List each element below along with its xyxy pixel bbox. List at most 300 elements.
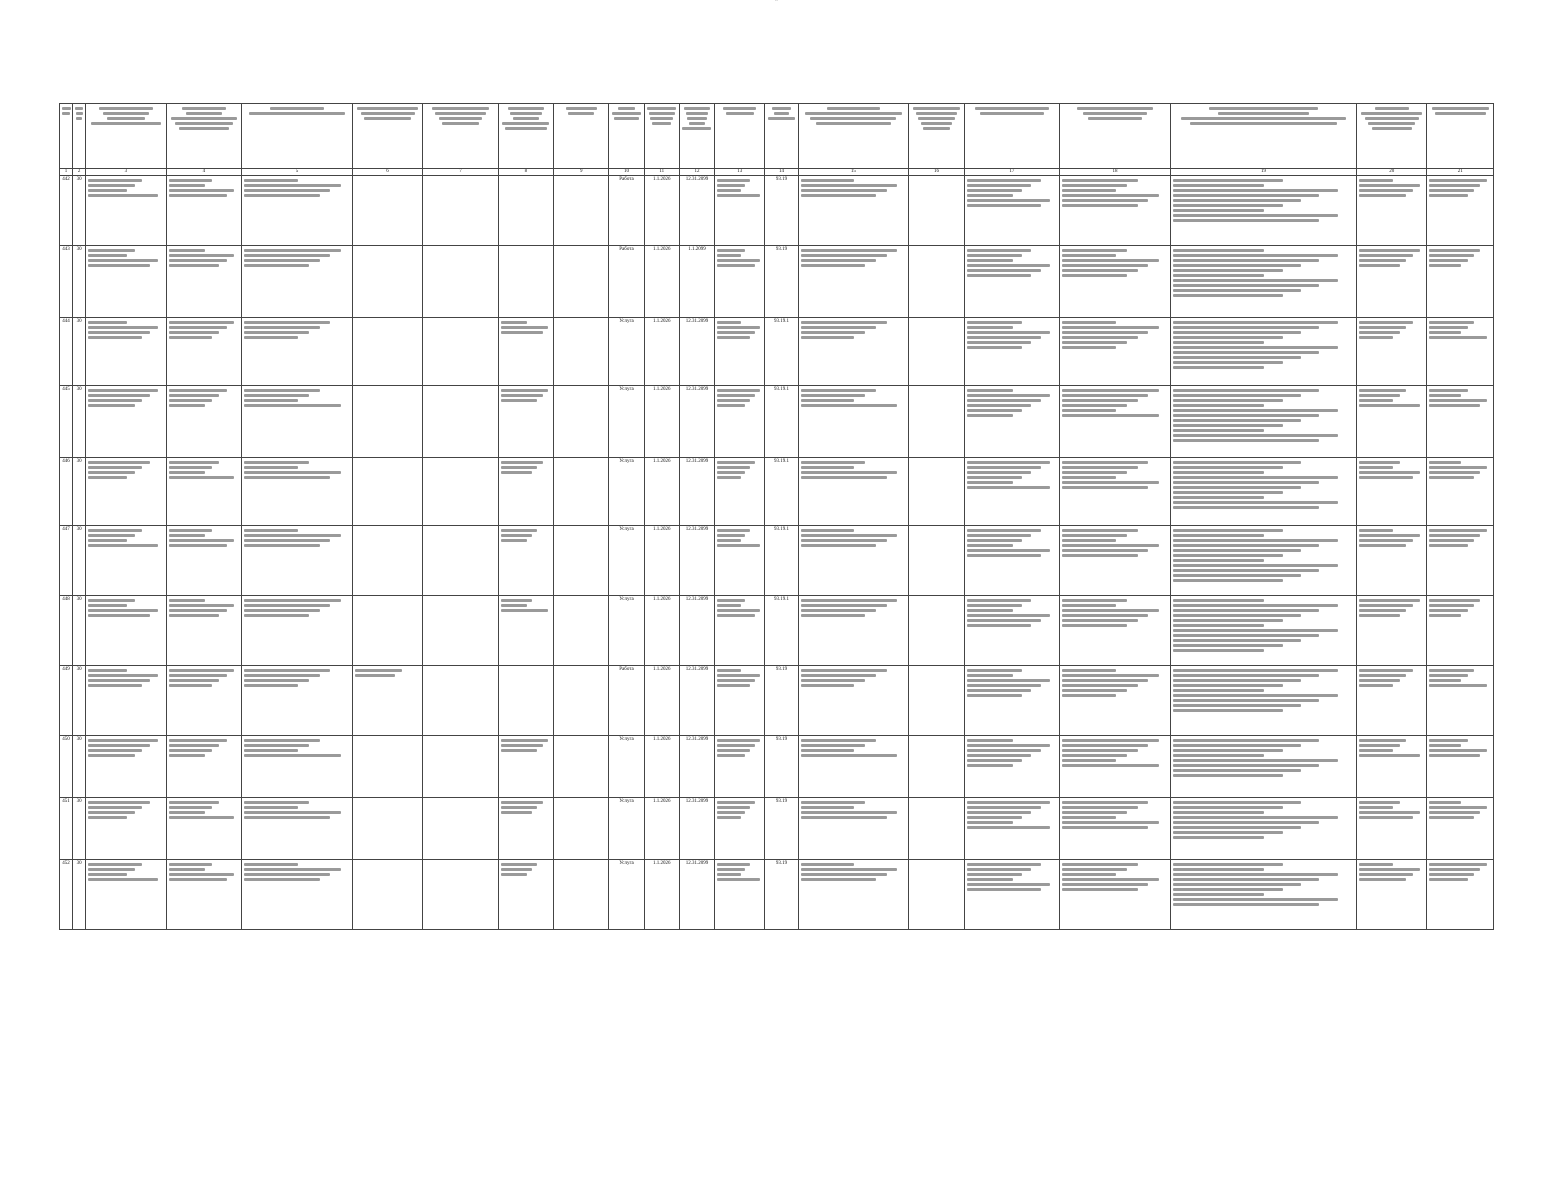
illegible-text-placeholder [1173, 801, 1301, 804]
header-cell [554, 104, 609, 169]
illegible-text-placeholder [1359, 806, 1393, 809]
illegible-text-placeholder [1173, 321, 1338, 324]
illegible-text-placeholder [244, 801, 309, 804]
illegible-text-placeholder [967, 614, 1050, 617]
illegible-text-placeholder [1062, 529, 1137, 532]
illegible-cell [1170, 526, 1356, 596]
illegible-text-placeholder [182, 107, 225, 110]
illegible-text-placeholder [1359, 868, 1420, 871]
illegible-text-placeholder [1429, 331, 1461, 334]
illegible-text-placeholder [1173, 501, 1338, 504]
illegible-text-placeholder [1173, 774, 1283, 777]
cell-kind: Услуга [609, 458, 644, 526]
illegible-text-placeholder [244, 811, 341, 814]
illegible-text-placeholder [244, 471, 341, 474]
illegible-text-placeholder [967, 204, 1041, 207]
illegible-text-placeholder [967, 274, 1032, 277]
illegible-text-placeholder [717, 744, 755, 747]
illegible-text-placeholder [1173, 434, 1338, 437]
illegible-cell [498, 318, 553, 386]
illegible-text-placeholder [169, 873, 234, 876]
illegible-cell [86, 458, 167, 526]
illegible-text-placeholder [244, 331, 309, 334]
illegible-text-placeholder [1062, 684, 1137, 687]
cell-date1: 1.1.2026 [644, 860, 679, 930]
illegible-text-placeholder [1173, 274, 1265, 277]
illegible-text-placeholder [967, 336, 1041, 339]
cell-kind: Работа [609, 176, 644, 246]
illegible-text-placeholder [244, 534, 341, 537]
illegible-cell [242, 246, 353, 318]
illegible-text-placeholder [1173, 903, 1320, 906]
cell-col2: 30 [73, 860, 86, 930]
illegible-text-placeholder [967, 604, 1023, 607]
illegible-text-placeholder [975, 107, 1049, 110]
illegible-cell [166, 246, 241, 318]
illegible-text-placeholder [1359, 389, 1406, 392]
illegible-text-placeholder [967, 534, 1032, 537]
illegible-text-placeholder [717, 529, 750, 532]
illegible-text-placeholder [1062, 599, 1127, 602]
illegible-text-placeholder [1359, 739, 1406, 742]
illegible-text-placeholder [1062, 669, 1116, 672]
illegible-cell [798, 666, 909, 736]
illegible-text-placeholder [62, 112, 70, 115]
illegible-text-placeholder [1173, 811, 1265, 814]
illegible-text-placeholder [171, 117, 236, 120]
illegible-text-placeholder [1429, 811, 1480, 814]
illegible-text-placeholder [1173, 179, 1283, 182]
illegible-text-placeholder [510, 112, 541, 115]
illegible-cell [166, 736, 241, 798]
illegible-text-placeholder [1429, 669, 1473, 672]
illegible-cell [798, 798, 909, 860]
cell-kind: Работа [609, 246, 644, 318]
illegible-text-placeholder [1173, 284, 1320, 287]
header-cell [242, 104, 353, 169]
illegible-text-placeholder [88, 539, 127, 542]
illegible-text-placeholder [967, 414, 1013, 417]
illegible-text-placeholder [1429, 471, 1480, 474]
illegible-cell [1427, 526, 1494, 596]
illegible-text-placeholder [88, 801, 150, 804]
illegible-text-placeholder [1062, 749, 1137, 752]
illegible-text-placeholder [88, 389, 158, 392]
illegible-cell [715, 176, 765, 246]
registry-table [59, 103, 1494, 930]
illegible-text-placeholder [244, 539, 330, 542]
illegible-text-placeholder [244, 466, 298, 469]
illegible-text-placeholder [1173, 471, 1265, 474]
illegible-cell [166, 386, 241, 458]
illegible-cell [554, 386, 609, 458]
cell-col2: 30 [73, 526, 86, 596]
cell-date2: 12.31.2099 [679, 860, 714, 930]
illegible-text-placeholder [244, 336, 298, 339]
illegible-text-placeholder [618, 107, 634, 110]
illegible-text-placeholder [801, 534, 898, 537]
illegible-text-placeholder [244, 399, 298, 402]
illegible-cell [352, 526, 422, 596]
illegible-text-placeholder [1062, 689, 1127, 692]
illegible-text-placeholder [1062, 326, 1159, 329]
illegible-text-placeholder [967, 346, 1023, 349]
illegible-text-placeholder [1429, 679, 1461, 682]
illegible-text-placeholder [88, 471, 135, 474]
illegible-cell [352, 596, 422, 666]
illegible-text-placeholder [1062, 414, 1159, 417]
illegible-text-placeholder [1429, 321, 1473, 324]
illegible-text-placeholder [1173, 599, 1265, 602]
illegible-text-placeholder [967, 749, 1041, 752]
illegible-cell [964, 798, 1060, 860]
illegible-cell [423, 176, 498, 246]
illegible-cell [964, 458, 1060, 526]
illegible-text-placeholder [1429, 389, 1467, 392]
illegible-cell [964, 526, 1060, 596]
illegible-text-placeholder [801, 604, 887, 607]
illegible-cell [909, 666, 964, 736]
illegible-text-placeholder [967, 466, 1041, 469]
illegible-text-placeholder [1062, 274, 1127, 277]
illegible-text-placeholder [967, 461, 1050, 464]
illegible-text-placeholder [717, 461, 755, 464]
illegible-text-placeholder [88, 679, 150, 682]
illegible-text-placeholder [1429, 744, 1461, 747]
illegible-text-placeholder [717, 806, 750, 809]
illegible-text-placeholder [1173, 194, 1320, 197]
illegible-text-placeholder [717, 471, 745, 474]
illegible-text-placeholder [1429, 684, 1486, 687]
illegible-text-placeholder [717, 399, 750, 402]
illegible-text-placeholder [1173, 496, 1265, 499]
illegible-cell [909, 318, 964, 386]
illegible-cell [554, 666, 609, 736]
illegible-text-placeholder [501, 739, 548, 742]
illegible-text-placeholder [967, 679, 1050, 682]
illegible-text-placeholder [1173, 264, 1301, 267]
illegible-text-placeholder [169, 389, 227, 392]
illegible-text-placeholder [967, 471, 1032, 474]
illegible-text-placeholder [1359, 476, 1413, 479]
illegible-cell [1357, 176, 1427, 246]
illegible-text-placeholder [1173, 259, 1320, 262]
cell-date2: 12.31.2099 [679, 736, 714, 798]
illegible-cell [423, 318, 498, 386]
illegible-text-placeholder [169, 259, 227, 262]
table-row [60, 798, 1494, 860]
illegible-text-placeholder [88, 476, 127, 479]
illegible-text-placeholder [717, 801, 755, 804]
illegible-text-placeholder [1173, 873, 1338, 876]
illegible-text-placeholder [1173, 366, 1265, 369]
header-cell [498, 104, 553, 169]
illegible-text-placeholder [774, 112, 789, 115]
illegible-text-placeholder [169, 331, 220, 334]
illegible-text-placeholder [1173, 609, 1320, 612]
illegible-text-placeholder [169, 669, 234, 672]
illegible-text-placeholder [244, 806, 298, 809]
illegible-text-placeholder [967, 689, 1032, 692]
illegible-text-placeholder [1429, 674, 1467, 677]
illegible-text-placeholder [1429, 539, 1473, 542]
illegible-cell [1170, 246, 1356, 318]
column-number: 13 [715, 169, 765, 176]
illegible-text-placeholder [1173, 466, 1283, 469]
illegible-text-placeholder [1062, 759, 1116, 762]
illegible-text-placeholder [244, 326, 319, 329]
illegible-text-placeholder [1359, 863, 1393, 866]
illegible-text-placeholder [1173, 689, 1265, 692]
illegible-text-placeholder [1173, 491, 1283, 494]
illegible-text-placeholder [1359, 754, 1420, 757]
illegible-text-placeholder [88, 873, 127, 876]
illegible-text-placeholder [1375, 107, 1409, 110]
illegible-text-placeholder [717, 254, 741, 257]
illegible-text-placeholder [612, 112, 641, 115]
illegible-text-placeholder [717, 679, 755, 682]
illegible-text-placeholder [186, 112, 222, 115]
illegible-text-placeholder [1062, 399, 1137, 402]
illegible-text-placeholder [684, 107, 710, 110]
illegible-text-placeholder [169, 811, 205, 814]
cell-no: 450 [60, 736, 73, 798]
illegible-cell [964, 666, 1060, 736]
illegible-text-placeholder [1062, 179, 1137, 182]
illegible-text-placeholder [717, 669, 741, 672]
illegible-text-placeholder [923, 127, 949, 130]
cell-no: 446 [60, 458, 73, 526]
illegible-text-placeholder [501, 389, 548, 392]
illegible-text-placeholder [1173, 704, 1301, 707]
illegible-text-placeholder [1359, 326, 1406, 329]
illegible-cell [909, 176, 964, 246]
illegible-cell [1060, 798, 1171, 860]
illegible-text-placeholder [501, 873, 527, 876]
illegible-text-placeholder [967, 873, 1023, 876]
illegible-cell [1357, 860, 1427, 930]
illegible-cell [498, 798, 553, 860]
illegible-text-placeholder [501, 863, 538, 866]
illegible-text-placeholder [1359, 811, 1420, 814]
illegible-cell [909, 386, 964, 458]
illegible-cell [909, 596, 964, 666]
illegible-text-placeholder [1062, 259, 1159, 262]
illegible-text-placeholder [1062, 604, 1116, 607]
illegible-cell [798, 318, 909, 386]
illegible-text-placeholder [169, 476, 234, 479]
illegible-text-placeholder [801, 863, 855, 866]
illegible-text-placeholder [1173, 419, 1301, 422]
illegible-text-placeholder [501, 749, 538, 752]
illegible-text-placeholder [1062, 346, 1116, 349]
cell-code: 93.19 [765, 176, 798, 246]
cell-col2: 30 [73, 736, 86, 798]
illegible-text-placeholder [1173, 429, 1265, 432]
illegible-text-placeholder [501, 534, 532, 537]
illegible-text-placeholder [88, 811, 135, 814]
illegible-text-placeholder [967, 179, 1041, 182]
illegible-text-placeholder [1432, 107, 1489, 110]
illegible-text-placeholder [967, 674, 1013, 677]
illegible-text-placeholder [432, 107, 490, 110]
illegible-text-placeholder [1062, 826, 1148, 829]
illegible-text-placeholder [1062, 199, 1148, 202]
illegible-text-placeholder [103, 112, 150, 115]
illegible-text-placeholder [1173, 294, 1283, 297]
illegible-text-placeholder [1173, 336, 1283, 339]
illegible-cell [1170, 458, 1356, 526]
illegible-text-placeholder [801, 331, 866, 334]
illegible-text-placeholder [244, 321, 330, 324]
illegible-cell [1170, 736, 1356, 798]
illegible-text-placeholder [88, 194, 158, 197]
illegible-cell [1357, 798, 1427, 860]
illegible-text-placeholder [980, 112, 1045, 115]
illegible-text-placeholder [501, 326, 548, 329]
illegible-text-placeholder [244, 749, 298, 752]
illegible-text-placeholder [1359, 259, 1406, 262]
illegible-text-placeholder [169, 254, 234, 257]
illegible-cell [1170, 860, 1356, 930]
illegible-cell [715, 458, 765, 526]
cell-kind: Услуга [609, 860, 644, 930]
illegible-text-placeholder [717, 684, 750, 687]
illegible-text-placeholder [62, 107, 71, 110]
illegible-text-placeholder [1088, 117, 1142, 120]
illegible-cell [1170, 666, 1356, 736]
illegible-text-placeholder [169, 184, 205, 187]
illegible-text-placeholder [244, 394, 309, 397]
illegible-text-placeholder [88, 394, 150, 397]
illegible-cell [166, 526, 241, 596]
illegible-text-placeholder [88, 599, 135, 602]
illegible-cell [798, 596, 909, 666]
illegible-text-placeholder [717, 466, 750, 469]
illegible-text-placeholder [1429, 249, 1480, 252]
illegible-text-placeholder [1359, 534, 1420, 537]
illegible-text-placeholder [501, 811, 532, 814]
illegible-cell [554, 318, 609, 386]
illegible-text-placeholder [88, 609, 158, 612]
illegible-text-placeholder [1173, 404, 1265, 407]
illegible-text-placeholder [1062, 863, 1137, 866]
illegible-text-placeholder [1359, 684, 1393, 687]
illegible-text-placeholder [88, 806, 142, 809]
illegible-cell [798, 246, 909, 318]
illegible-text-placeholder [801, 539, 887, 542]
illegible-cell [554, 596, 609, 666]
illegible-text-placeholder [1173, 883, 1301, 886]
illegible-text-placeholder [1359, 471, 1420, 474]
illegible-cell [352, 860, 422, 930]
illegible-cell [166, 318, 241, 386]
illegible-text-placeholder [1173, 764, 1320, 767]
illegible-cell [86, 798, 167, 860]
illegible-text-placeholder [439, 117, 482, 120]
illegible-cell [1357, 318, 1427, 386]
illegible-text-placeholder [88, 749, 142, 752]
illegible-text-placeholder [801, 544, 876, 547]
illegible-text-placeholder [244, 754, 341, 757]
illegible-text-placeholder [967, 764, 1013, 767]
illegible-text-placeholder [717, 544, 760, 547]
illegible-text-placeholder [967, 189, 1023, 192]
illegible-cell [909, 860, 964, 930]
illegible-cell [352, 458, 422, 526]
illegible-text-placeholder [801, 744, 866, 747]
illegible-cell [1357, 246, 1427, 318]
illegible-cell [1427, 318, 1494, 386]
illegible-text-placeholder [967, 806, 1041, 809]
illegible-text-placeholder [88, 534, 135, 537]
illegible-text-placeholder [918, 117, 955, 120]
header-cell [715, 104, 765, 169]
illegible-text-placeholder [1359, 399, 1393, 402]
illegible-text-placeholder [1429, 476, 1473, 479]
illegible-text-placeholder [1062, 534, 1127, 537]
illegible-cell [1427, 458, 1494, 526]
cell-date2: 12.31.2099 [679, 596, 714, 666]
illegible-text-placeholder [726, 112, 754, 115]
illegible-text-placeholder [1359, 669, 1413, 672]
illegible-cell [166, 860, 241, 930]
illegible-text-placeholder [1173, 214, 1338, 217]
illegible-text-placeholder [801, 476, 887, 479]
illegible-text-placeholder [717, 259, 760, 262]
illegible-text-placeholder [1062, 619, 1137, 622]
illegible-cell [1060, 860, 1171, 930]
illegible-text-placeholder [1173, 888, 1283, 891]
illegible-text-placeholder [1173, 634, 1320, 637]
illegible-cell [798, 176, 909, 246]
illegible-text-placeholder [1173, 759, 1338, 762]
illegible-text-placeholder [169, 466, 212, 469]
illegible-cell [554, 246, 609, 318]
illegible-text-placeholder [801, 674, 876, 677]
illegible-cell [909, 736, 964, 798]
illegible-cell [166, 666, 241, 736]
illegible-text-placeholder [1429, 264, 1461, 267]
illegible-cell [352, 386, 422, 458]
illegible-text-placeholder [1062, 609, 1159, 612]
illegible-text-placeholder [244, 264, 309, 267]
illegible-text-placeholder [1429, 259, 1467, 262]
illegible-text-placeholder [169, 264, 220, 267]
illegible-text-placeholder [501, 806, 538, 809]
illegible-text-placeholder [1429, 749, 1486, 752]
illegible-text-placeholder [1062, 694, 1116, 697]
illegible-text-placeholder [169, 404, 205, 407]
illegible-text-placeholder [1359, 321, 1413, 324]
illegible-text-placeholder [717, 264, 755, 267]
illegible-text-placeholder [1173, 184, 1265, 187]
illegible-cell [715, 386, 765, 458]
illegible-text-placeholder [88, 868, 135, 871]
illegible-text-placeholder [1062, 544, 1159, 547]
illegible-text-placeholder [801, 466, 855, 469]
illegible-text-placeholder [1429, 399, 1486, 402]
illegible-text-placeholder [1359, 816, 1413, 819]
illegible-text-placeholder [244, 189, 330, 192]
illegible-text-placeholder [244, 744, 309, 747]
column-number: 18 [1060, 169, 1171, 176]
illegible-text-placeholder [801, 184, 898, 187]
illegible-text-placeholder [801, 684, 855, 687]
illegible-text-placeholder [169, 599, 205, 602]
illegible-text-placeholder [921, 122, 952, 125]
illegible-text-placeholder [801, 399, 855, 402]
